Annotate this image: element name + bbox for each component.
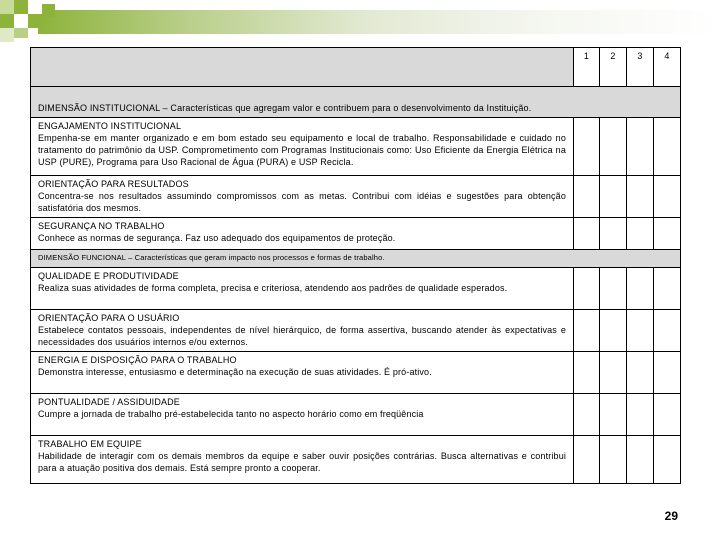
decor-square	[0, 28, 14, 42]
criterion-title: QUALIDADE E PRODUTIVIDADE	[38, 271, 179, 281]
score-cell-3[interactable]	[627, 268, 654, 310]
criterion-cell	[31, 352, 574, 394]
criterion-description: Demonstra interesse, entusiasmo e determinação na execução de suas atividades. É pró-ativo.	[38, 367, 432, 377]
score-cell-4[interactable]	[654, 310, 681, 352]
scale-header-1: 1	[574, 48, 600, 87]
criterion-cell	[31, 436, 574, 484]
criterion-description: Conhece as normas de segurança. Faz uso adequado dos equipamentos de proteção.	[38, 233, 396, 243]
criterion-cell	[31, 310, 574, 352]
score-cell-2[interactable]	[600, 218, 627, 250]
score-cell-4[interactable]	[654, 268, 681, 310]
score-cell-4[interactable]	[654, 218, 681, 250]
score-cell-3[interactable]	[627, 310, 654, 352]
decor-square	[14, 0, 28, 14]
evaluation-table	[30, 47, 681, 484]
score-cell-4[interactable]	[654, 118, 681, 176]
score-cell-1[interactable]	[574, 310, 600, 352]
header-blank-cell	[31, 48, 574, 87]
decor-square	[0, 14, 14, 28]
criterion-cell	[31, 118, 574, 176]
score-cell-2[interactable]	[600, 394, 627, 436]
score-cell-4[interactable]	[654, 436, 681, 484]
score-cell-3[interactable]	[627, 394, 654, 436]
score-cell-1[interactable]	[574, 352, 600, 394]
dimension-row	[31, 87, 681, 118]
criterion-row	[31, 218, 681, 250]
criterion-title: SEGURANÇA NO TRABALHO	[38, 221, 165, 231]
decor-square	[0, 0, 14, 14]
criterion-description: Cumpre a jornada de trabalho pré-estabelecida tanto no aspecto horário como em freqüência	[38, 409, 424, 419]
dimension-row	[31, 250, 681, 268]
criterion-title: ORIENTAÇÃO PARA O USUÁRIO	[38, 313, 180, 323]
criterion-cell	[31, 268, 574, 310]
score-cell-4[interactable]	[654, 394, 681, 436]
score-cell-2[interactable]	[600, 352, 627, 394]
score-cell-2[interactable]	[600, 118, 627, 176]
criterion-row	[31, 268, 681, 310]
decor-square	[28, 14, 42, 28]
scale-header-3: 3	[627, 48, 654, 87]
page-number: 29	[664, 509, 678, 523]
score-cell-1[interactable]	[574, 436, 600, 484]
scale-header-2: 2	[600, 48, 627, 87]
score-cell-3[interactable]	[627, 218, 654, 250]
criterion-description: Realiza suas atividades de forma completa, precisa e criteriosa, atendendo aos padrões de qualidade esperados.	[38, 283, 508, 293]
criterion-description: Concentra-se nos resultados assumindo compromissos com as metas. Contribui com idéias e sugestões para obtenção satisfatória dos mesmos.	[38, 191, 566, 213]
criterion-cell	[31, 394, 574, 436]
decor-square	[42, 4, 55, 17]
criterion-cell	[31, 218, 574, 250]
score-cell-2[interactable]	[600, 310, 627, 352]
decor-square	[14, 28, 28, 38]
score-cell-1[interactable]	[574, 394, 600, 436]
criterion-row	[31, 176, 681, 218]
criterion-description: Estabelece contatos pessoais, independentes de nível hierárquico, de forma assertiva, buscando atender às expectativas e necessidades dos usuários internos e/ou externos.	[38, 325, 566, 347]
score-cell-1[interactable]	[574, 218, 600, 250]
criterion-title: ENERGIA E DISPOSIÇÃO PARA O TRABALHO	[38, 355, 237, 365]
score-cell-3[interactable]	[627, 352, 654, 394]
criterion-row	[31, 310, 681, 352]
score-cell-4[interactable]	[654, 352, 681, 394]
score-cell-1[interactable]	[574, 118, 600, 176]
criterion-description: Empenha-se em manter organizado e em bom estado seu equipamento e local de trabalho. Responsabilidade e cuidado no tratamento do patrimônio da USP. Comprometimento com Programas Institucionais como: Uso Eficiente da Energia Elétrica na USP (PURE), Programa para Uso Racional de Água (PURA) e USP Recicla.	[38, 133, 566, 167]
score-cell-1[interactable]	[574, 268, 600, 310]
criterion-title: ENGAJAMENTO INSTITUCIONAL	[38, 121, 182, 131]
criterion-title: TRABALHO EM EQUIPE	[38, 439, 142, 449]
score-cell-3[interactable]	[627, 176, 654, 218]
criterion-row	[31, 118, 681, 176]
decor-square	[28, 0, 42, 14]
slide-decoration	[0, 0, 720, 50]
criterion-row	[31, 352, 681, 394]
criterion-row	[31, 394, 681, 436]
score-cell-2[interactable]	[600, 268, 627, 310]
score-cell-4[interactable]	[654, 176, 681, 218]
score-cell-2[interactable]	[600, 436, 627, 484]
score-cell-3[interactable]	[627, 118, 654, 176]
criterion-title: ORIENTAÇÃO PARA RESULTADOS	[38, 179, 189, 189]
score-cell-3[interactable]	[627, 436, 654, 484]
score-cell-1[interactable]	[574, 176, 600, 218]
criterion-title: PONTUALIDADE / ASSIDUIDADE	[38, 397, 180, 407]
dimension-heading: DIMENSÃO INSTITUCIONAL – Características que agregam valor e contribuem para o desenvolvimento da Instituição.	[31, 87, 681, 118]
header-gradient-bar	[38, 10, 720, 34]
header-row	[31, 48, 681, 87]
dimension-heading: DIMENSÃO FUNCIONAL – Características que geram impacto nos processos e formas de trabalho.	[31, 250, 681, 268]
criterion-cell	[31, 176, 574, 218]
scale-header-4: 4	[654, 48, 681, 87]
criterion-description: Habilidade de interagir com os demais membros da equipe e saber ouvir posições contrárias. Busca alternativas e contribui para a atuação positiva dos demais. Está sempre pronto a cooperar.	[38, 451, 566, 473]
decor-square	[14, 14, 28, 28]
score-cell-2[interactable]	[600, 176, 627, 218]
criterion-row	[31, 436, 681, 484]
